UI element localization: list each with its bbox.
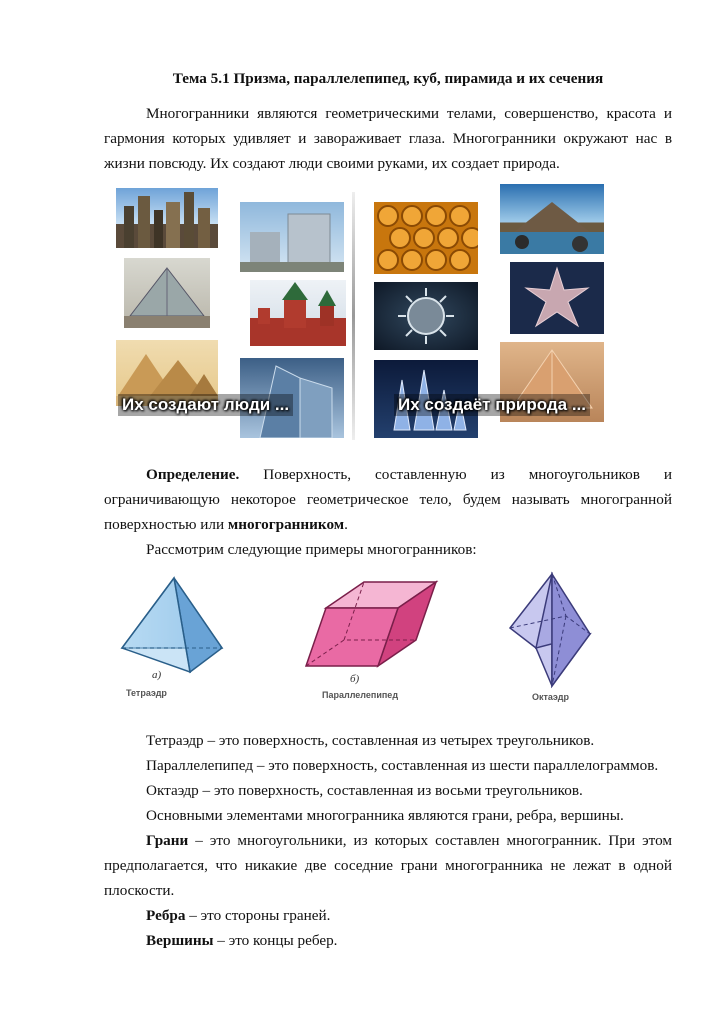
parallelepiped-line: Параллелепипед – это поверхность, составленная из шести параллелограммов. [146, 757, 659, 774]
edges-text: – это стороны граней. [185, 907, 331, 924]
starfish-photo [510, 262, 604, 334]
tetrahedron-letter: а) [152, 669, 162, 681]
louvre-pyramid-photo [124, 258, 210, 328]
tetrahedron-line: Тетраэдр – это поверхность, составленная из четырех треугольников. [146, 732, 595, 749]
examples-intro: Рассмотрим следующие примеры многогранников: [146, 541, 477, 558]
parallelepiped-figure [296, 568, 456, 708]
definition-paragraph [104, 462, 672, 537]
office-building-photo [240, 202, 344, 272]
honeycomb-photo [374, 202, 478, 274]
skyscrapers-photo [116, 188, 218, 248]
elements-line: Основными элементами многогранника являются грани, ребра, вершины. [146, 807, 624, 824]
octahedron-figure [492, 568, 622, 708]
vertices-paragraph [104, 928, 672, 953]
faces-text: – это многоугольники, из которых составлен многогранник. При этом предполагается, что никакие две соседние грани многогранника не лежат в одной плоскости. [104, 832, 672, 899]
edges-paragraph [104, 903, 672, 928]
faces-term: Грани [146, 832, 189, 849]
document-page [104, 66, 672, 953]
collage-divider [352, 192, 355, 440]
kremlin-photo [250, 280, 346, 346]
people-caption: Их создают люди ... [118, 394, 293, 416]
parallelepiped-letter: б) [350, 673, 360, 685]
tetrahedron-figure [104, 568, 254, 708]
volcano-landscape-photo [500, 184, 604, 254]
vertices-term: Вершины [146, 932, 214, 949]
polyhedra-collage [108, 182, 616, 448]
intro-paragraph: Многогранники являются геометрическими телами, совершенство, красота и гармония которых удивляет и завораживает глаза. Многогранники окружают нас в жизни повсюду. Их создают люди своими руками, их создает природа. [104, 105, 672, 172]
tetrahedron-label: Тетраэдр [126, 688, 167, 698]
octahedron-label: Октаэдр [532, 692, 569, 702]
virus-photo [374, 282, 478, 350]
parallelepiped-label: Параллелепипед [322, 690, 399, 700]
nature-caption: Их создаёт природа ... [394, 394, 590, 416]
definition-term: многогранником [227, 516, 345, 533]
definition-end: . [344, 516, 348, 533]
octahedron-line: Октаэдр – это поверхность, составленная из восьми треугольников. [146, 782, 583, 799]
definition-label: Определение. [146, 466, 240, 483]
faces-paragraph [104, 828, 672, 903]
definition-text: Поверхность, составленную из многоугольников и ограничивающую некоторое геометрическое тело, будем называть многогранной поверхностью или [104, 466, 672, 533]
edges-term: Ребра [146, 907, 186, 924]
polyhedra-examples [104, 568, 672, 718]
page-title: Тема 5.1 Призма, параллелепипед, куб, пирамида и их сечения [172, 70, 604, 87]
vertices-text: – это концы ребер. [213, 932, 338, 949]
